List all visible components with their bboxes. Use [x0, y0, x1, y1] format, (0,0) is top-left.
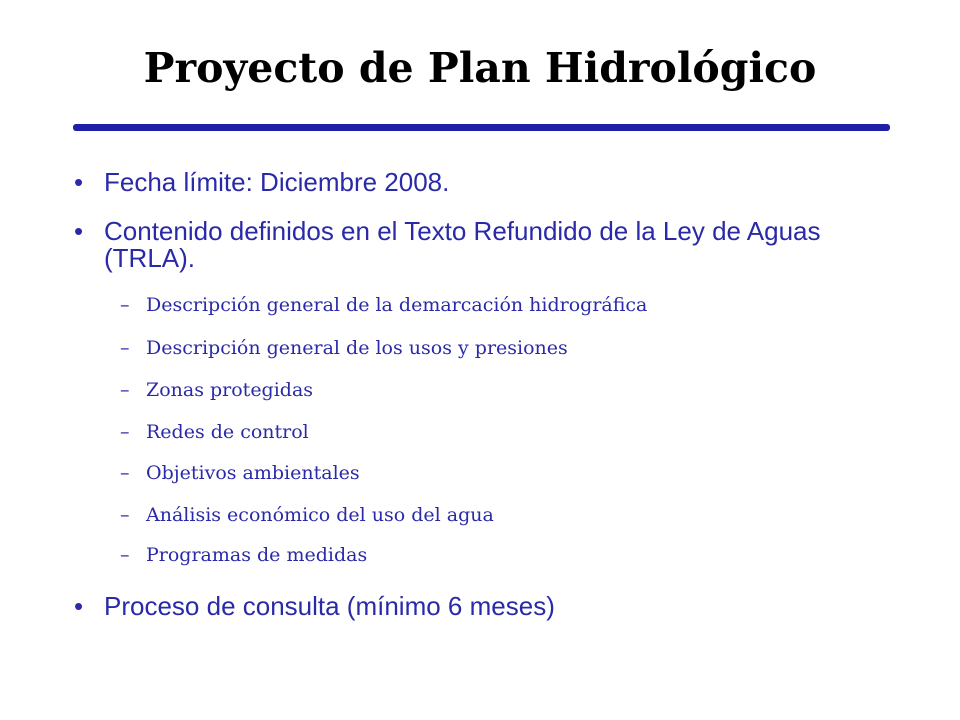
bullet-text: Proceso de consulta (mínimo 6 meses): [104, 591, 555, 621]
subitem-text: Programas de medidas: [146, 544, 368, 566]
subitem: [120, 378, 880, 402]
bullet-item-consultation: [74, 593, 894, 620]
bullet-marker: •: [74, 591, 84, 621]
bullet-text: Contenido definidos en el Texto Refundido de la Ley de Aguas (TRLA).: [104, 216, 821, 273]
subitem-text: Zonas protegidas: [146, 379, 314, 401]
subitem-marker: –: [120, 379, 130, 401]
bullet-item-contents: [74, 218, 894, 272]
subitem: [120, 461, 880, 485]
subitem-marker: –: [120, 294, 130, 316]
bullet-marker: •: [74, 167, 84, 197]
subitem-text: Descripción general de los usos y presiones: [146, 337, 568, 359]
subitem: [120, 336, 880, 360]
bullet-text: Fecha límite: Diciembre 2008.: [104, 167, 450, 197]
subitem: [120, 420, 880, 444]
subitem: [120, 543, 880, 567]
subitem-text: Objetivos ambientales: [146, 462, 360, 484]
subitem-text: Descripción general de la demarcación hidrográfica: [146, 294, 648, 316]
subitem: [120, 503, 880, 527]
subitem-marker: –: [120, 421, 130, 443]
subitem-text: Redes de control: [146, 421, 309, 443]
subitem-text: Análisis económico del uso del agua: [146, 504, 494, 526]
title-underline-divider: [73, 124, 890, 131]
bullet-marker: •: [74, 216, 84, 246]
subitem: [120, 293, 880, 317]
subitem-marker: –: [120, 462, 130, 484]
subitem-marker: –: [120, 504, 130, 526]
subitem-marker: –: [120, 544, 130, 566]
slide-title: Proyecto de Plan Hidrológico: [143, 44, 817, 92]
bullet-item-deadline: [74, 169, 894, 196]
subitem-marker: –: [120, 337, 130, 359]
